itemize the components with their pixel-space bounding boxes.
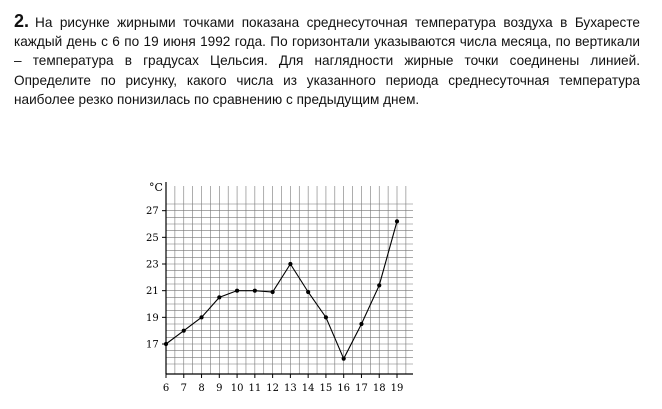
problem-text: На рисунке жирными точками показана среднесуточная температура воздуха в Бухаресте каждый день с 6 по 19 июня 1992 года. По горизонтали указываются числа месяца, по вертикали – температура в градусах Цельсия. Для наглядности жирные точки соединены линией. Определите по рисунку, какого числа из указанного периода среднесуточная температура наиболее резко понизилась по сравнению с предыдущим днем. <box>14 15 640 107</box>
y-tick-label: 19 <box>146 312 159 324</box>
x-tick-label: 13 <box>284 383 297 394</box>
y-axis-label: °C <box>149 181 163 194</box>
problem-number: 2. <box>14 11 30 31</box>
x-tick-label: 10 <box>230 383 244 394</box>
x-tick-label: 19 <box>390 383 404 394</box>
data-point <box>342 357 346 361</box>
y-tick-label: 27 <box>146 206 159 218</box>
data-point <box>288 262 292 266</box>
data-point <box>306 290 310 294</box>
x-tick-label: 6 <box>162 383 170 394</box>
x-tick-label: 12 <box>266 383 279 394</box>
data-point <box>377 283 381 287</box>
y-tick-label: 21 <box>146 286 159 298</box>
data-point <box>182 329 186 333</box>
x-tick-label: 15 <box>319 383 333 394</box>
data-point <box>164 342 168 346</box>
x-tick-label: 7 <box>180 383 187 394</box>
y-tick-label: 25 <box>146 232 159 244</box>
y-tick-label: 17 <box>146 339 159 351</box>
data-point <box>395 219 399 223</box>
data-point <box>235 289 239 293</box>
x-tick-label: 17 <box>355 383 368 394</box>
data-point <box>199 315 203 319</box>
data-point <box>253 289 257 293</box>
x-tick-label: 11 <box>248 383 262 394</box>
x-tick-label: 18 <box>372 383 386 394</box>
grid <box>166 186 413 374</box>
x-tick-label: 14 <box>301 383 315 394</box>
data-point <box>359 322 363 326</box>
data-point <box>217 295 221 299</box>
y-tick-label: 23 <box>146 259 159 271</box>
x-tick-label: 8 <box>198 383 205 394</box>
x-tick-label: 16 <box>337 383 351 394</box>
data-point <box>324 315 328 319</box>
x-tick-label: 9 <box>216 383 223 394</box>
data-point <box>271 290 275 294</box>
